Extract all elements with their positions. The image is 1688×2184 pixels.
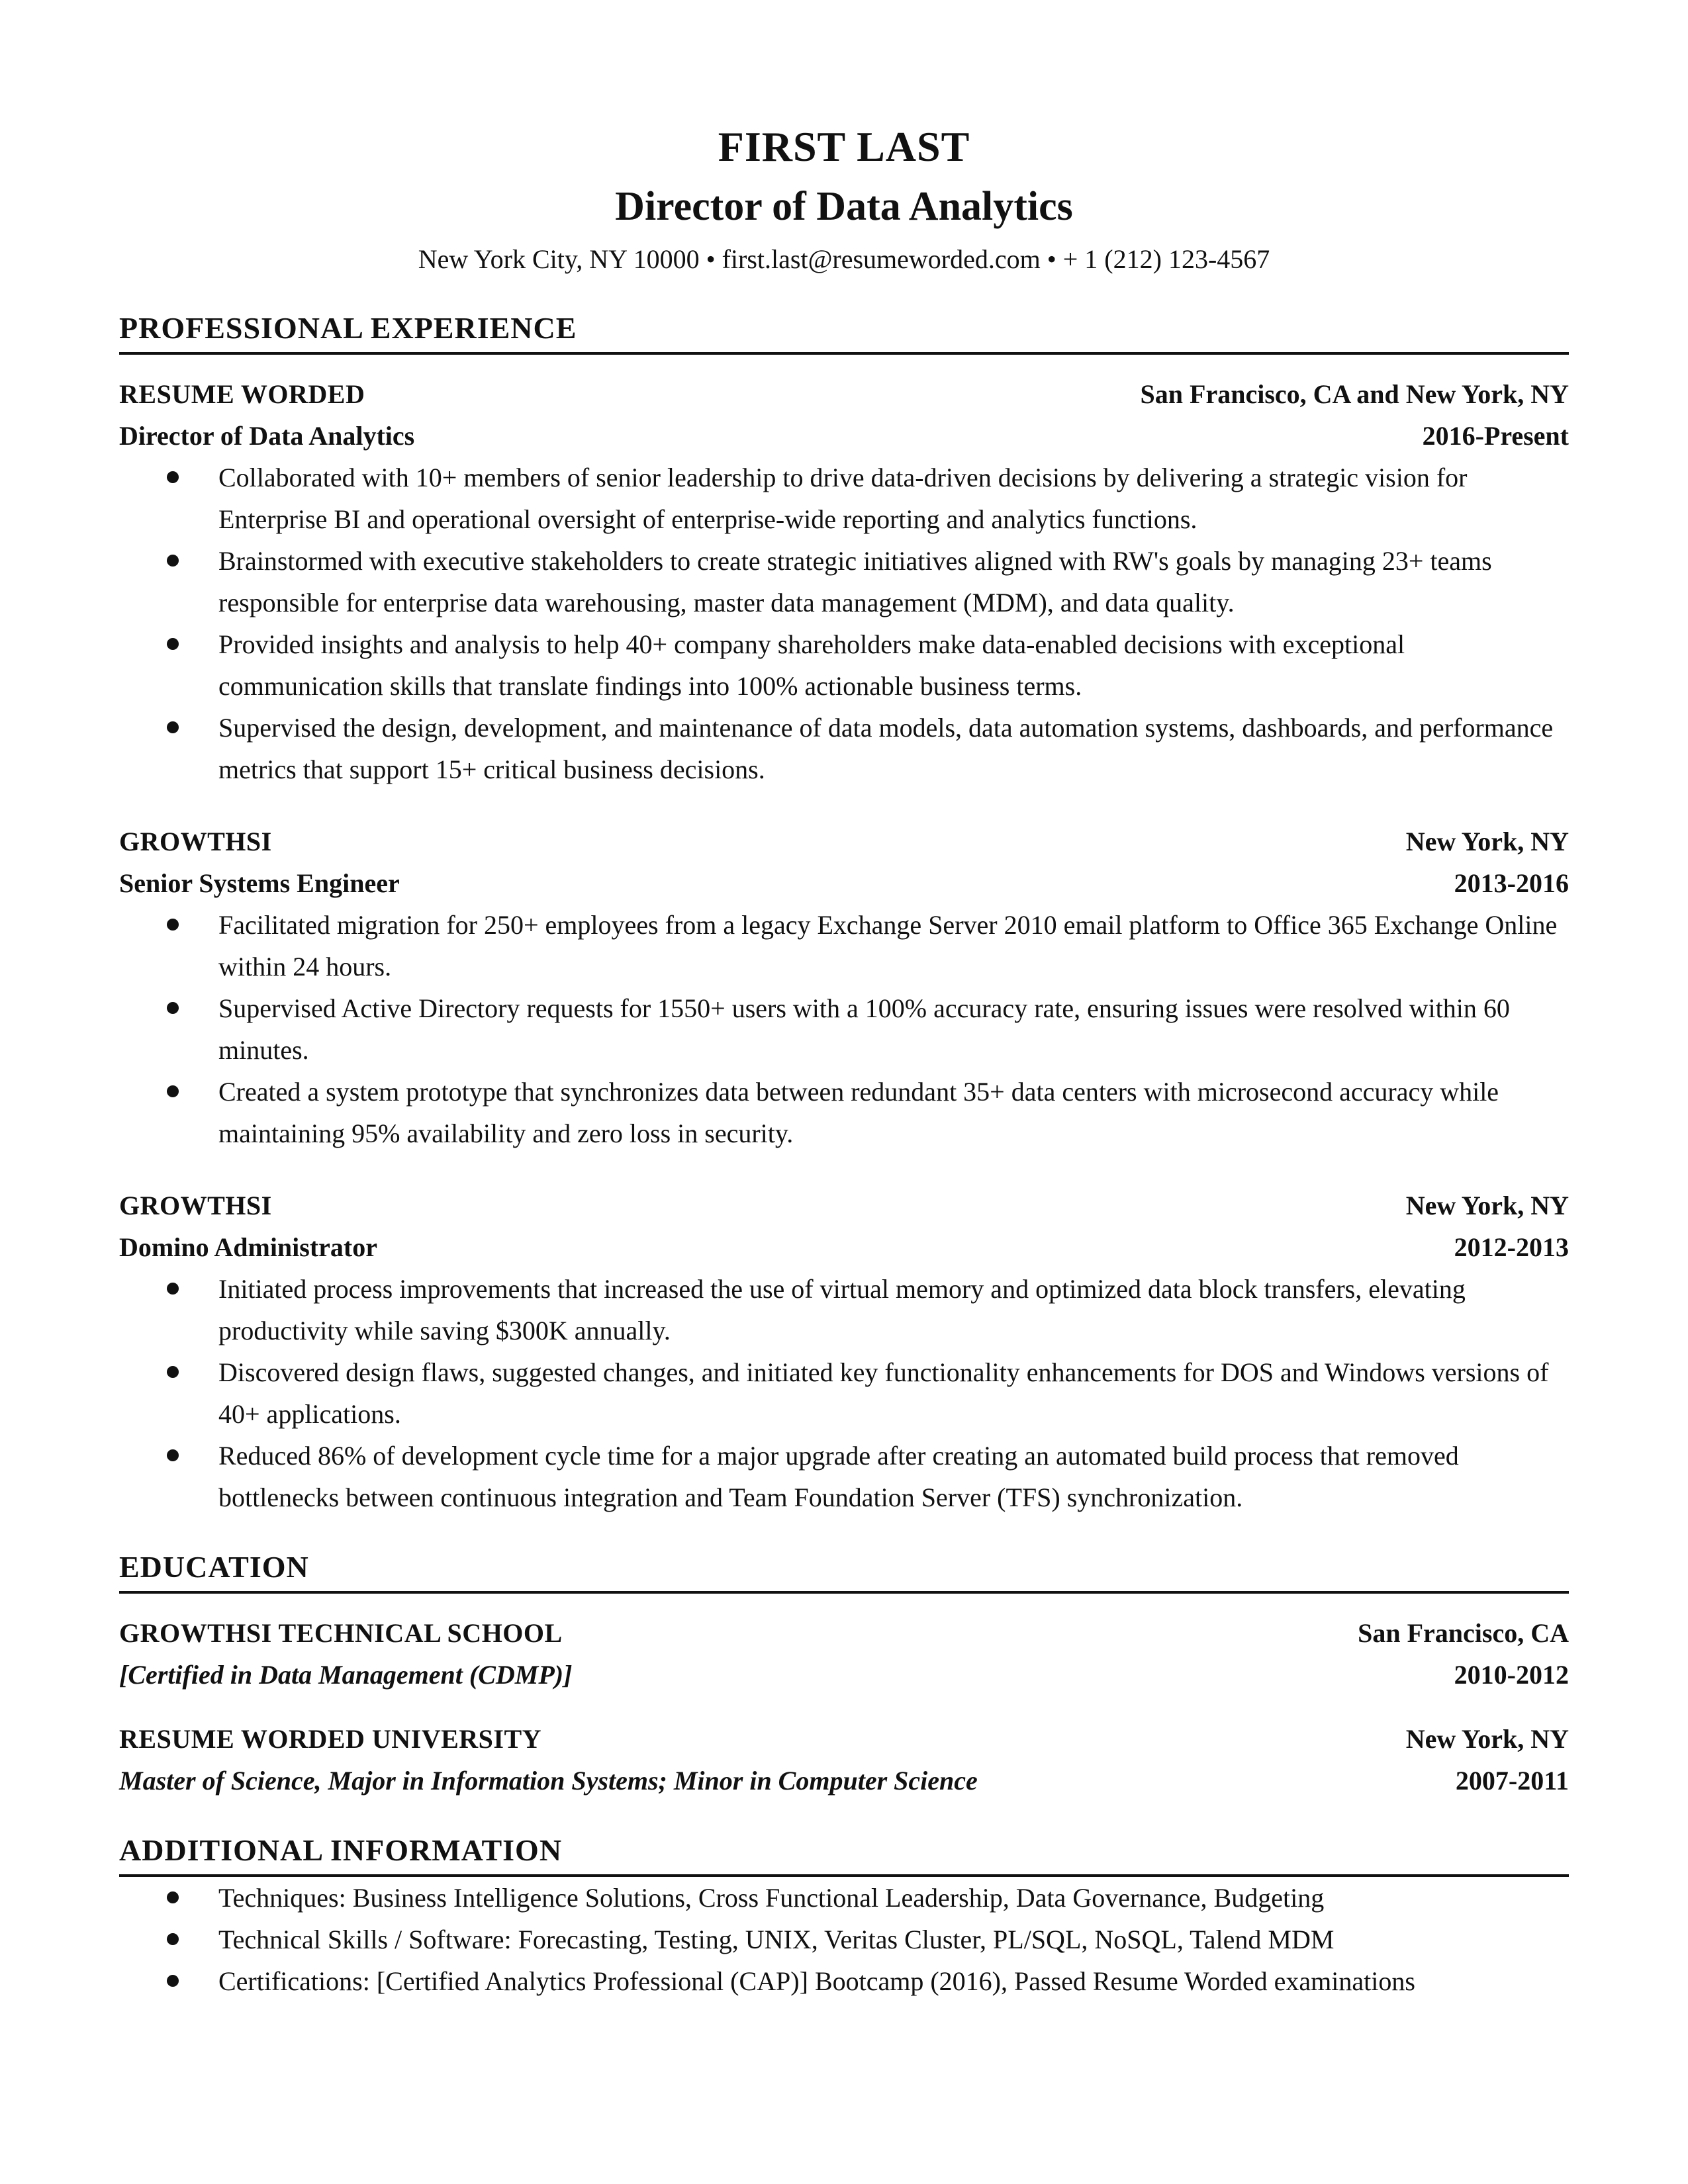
additional-heading: ADDITIONAL INFORMATION xyxy=(119,1831,1569,1877)
job-bullets xyxy=(119,1268,1569,1518)
job-bullets xyxy=(119,904,1569,1154)
bullet-item xyxy=(119,1877,1569,1919)
bullet-item xyxy=(119,1435,1569,1518)
bullet-text: Reduced 86% of development cycle time for a major upgrade after creating an automated build process that removed bottlenecks between continuous integration and Team Foundation Server (TFS) synchronization. xyxy=(218,1441,1459,1512)
job-role: Director of Data Analytics xyxy=(119,421,415,451)
job-role: Domino Administrator xyxy=(119,1232,377,1262)
bullet-text: Supervised the design, development, and maintenance of data models, data automation systems, dashboards, and performance metrics that support 15+ critical business decisions. xyxy=(218,713,1554,784)
experience-section xyxy=(119,308,1569,1518)
bullet-text: Created a system prototype that synchronizes data between redundant 35+ data centers with microsecond accuracy while maintaining 95% availability and zero loss in security. xyxy=(218,1077,1499,1148)
bullet-item xyxy=(119,623,1569,707)
candidate-title: Director of Data Analytics xyxy=(615,184,1073,229)
job-location: San Francisco, CA and New York, NY xyxy=(1140,379,1569,409)
school-location: New York, NY xyxy=(1405,1724,1569,1754)
bullet-dot-icon xyxy=(167,638,179,650)
job-role: Senior Systems Engineer xyxy=(119,868,400,898)
additional-bullets xyxy=(119,1877,1569,2002)
bullet-item xyxy=(119,987,1569,1071)
bullet-item xyxy=(119,707,1569,790)
bullet-item xyxy=(119,1919,1569,1960)
job-bullets xyxy=(119,457,1569,790)
bullet-text: Provided insights and analysis to help 40+ company shareholders make data-enabled decisions with exceptional communication skills that translate findings into 100% actionable business terms. xyxy=(218,629,1405,701)
bullet-dot-icon xyxy=(167,1933,179,1945)
additional-section xyxy=(119,1831,1569,2002)
bullet-dot-icon xyxy=(167,471,179,483)
bullet-text: Discovered design flaws, suggested changes, and initiated key functionality enhancements for DOS and Windows versions of 40+ applications. xyxy=(218,1357,1549,1429)
job-dates: 2013-2016 xyxy=(1454,868,1569,898)
job-entry xyxy=(119,821,1569,1154)
candidate-name: FIRST LAST xyxy=(718,123,970,170)
bullet-text: Supervised Active Directory requests for 1550+ users with a 100% accuracy rate, ensuring issues were resolved within 60 minutes. xyxy=(218,993,1510,1065)
bullet-item xyxy=(119,904,1569,987)
job-company: GROWTHSI xyxy=(119,827,272,856)
bullet-dot-icon xyxy=(167,1366,179,1378)
contact-line: New York City, NY 10000 • first.last@resumeworded.com • + 1 (212) 123-4567 xyxy=(418,244,1270,274)
education-section xyxy=(119,1547,1569,1801)
bullet-dot-icon xyxy=(167,721,179,733)
bullet-dot-icon xyxy=(167,1449,179,1461)
job-entry xyxy=(119,1185,1569,1518)
job-dates: 2016-Present xyxy=(1422,421,1569,451)
job-dates: 2012-2013 xyxy=(1454,1232,1569,1262)
bullet-text: Technical Skills / Software: Forecasting, Testing, UNIX, Veritas Cluster, PL/SQL, NoSQL, Talend MDM xyxy=(218,1925,1335,1954)
bullet-item xyxy=(119,1071,1569,1154)
bullet-dot-icon xyxy=(167,1975,179,1987)
resume-content xyxy=(119,119,1569,2002)
bullet-dot-icon xyxy=(167,919,179,931)
job-entry xyxy=(119,373,1569,790)
school-name: GROWTHSI TECHNICAL SCHOOL xyxy=(119,1618,563,1648)
job-location: New York, NY xyxy=(1405,1191,1569,1220)
bullet-item xyxy=(119,457,1569,540)
experience-heading: PROFESSIONAL EXPERIENCE xyxy=(119,308,1569,355)
bullet-dot-icon xyxy=(167,1891,179,1903)
job-location: New York, NY xyxy=(1405,827,1569,856)
bullet-dot-icon xyxy=(167,1002,179,1014)
bullet-text: Collaborated with 10+ members of senior leadership to drive data-driven decisions by delivering a strategic vision for Enterprise BI and operational oversight of enterprise-wide reporting and analytics functions. xyxy=(218,463,1468,534)
bullet-dot-icon xyxy=(167,1085,179,1097)
bullet-item xyxy=(119,1268,1569,1351)
bullet-dot-icon xyxy=(167,1283,179,1295)
job-company: RESUME WORDED xyxy=(119,379,365,409)
bullet-text: Techniques: Business Intelligence Solutions, Cross Functional Leadership, Data Governance, Budgeting xyxy=(218,1883,1325,1913)
school-degree: [Certified in Data Management (CDMP)] xyxy=(119,1660,573,1690)
school-degree: Master of Science, Major in Information Systems; Minor in Computer Science xyxy=(119,1766,978,1796)
bullet-item xyxy=(119,1960,1569,2002)
bullet-item xyxy=(119,540,1569,623)
bullet-text: Certifications: [Certified Analytics Professional (CAP)] Bootcamp (2016), Passed Resume Worded examinations xyxy=(218,1966,1415,1996)
bullet-text: Facilitated migration for 250+ employees from a legacy Exchange Server 2010 email platform to Office 365 Exchange Online within 24 hours. xyxy=(218,910,1558,981)
bullet-dot-icon xyxy=(167,555,179,567)
education-heading: EDUCATION xyxy=(119,1547,1569,1594)
school-dates: 2007-2011 xyxy=(1455,1766,1569,1796)
education-entry xyxy=(119,1612,1569,1696)
school-location: San Francisco, CA xyxy=(1358,1618,1569,1648)
school-dates: 2010-2012 xyxy=(1454,1660,1569,1690)
bullet-text: Initiated process improvements that increased the use of virtual memory and optimized data block transfers, elevating productivity while saving $300K annually. xyxy=(218,1274,1466,1345)
bullet-text: Brainstormed with executive stakeholders to create strategic initiatives aligned with RW's goals by managing 23+ teams responsible for enterprise data warehousing, master data management (MDM), and data quality. xyxy=(218,546,1492,617)
bullet-item xyxy=(119,1351,1569,1435)
school-name: RESUME WORDED UNIVERSITY xyxy=(119,1724,542,1754)
education-entry xyxy=(119,1718,1569,1801)
job-company: GROWTHSI xyxy=(119,1191,272,1220)
